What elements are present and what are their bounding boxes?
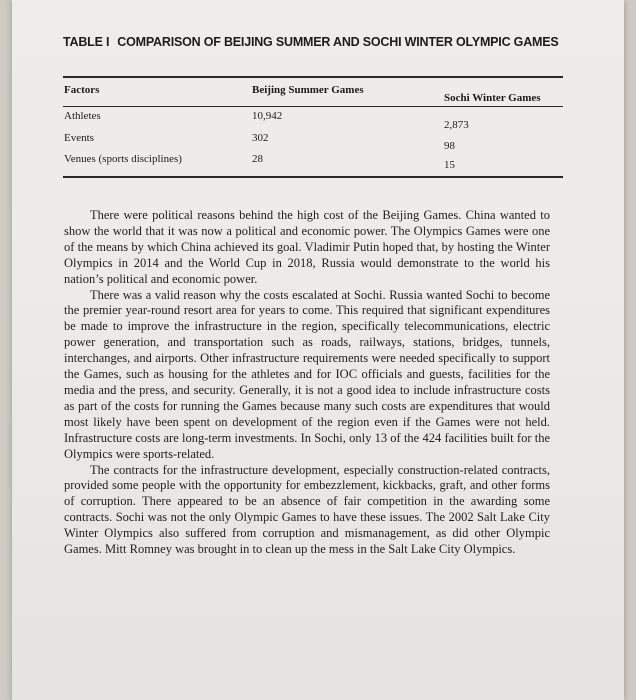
cell-sochi-athletes: 2,873 xyxy=(444,119,469,131)
table-header-rule xyxy=(63,106,563,107)
cell-sochi-events: 98 xyxy=(444,140,455,152)
body-text xyxy=(64,208,550,558)
paragraph: There was a valid reason why the costs escalated at Sochi. Russia wanted Sochi to become the premier year-round resort area for years to come. This required that significant expenditures be made to improve the infrastructure in the region, specifically telecommunications, electric power generation, and transportation such as roads, railways, stations, bridges, tunnels, interchanges, and airports. Other infrastructure requirements were needed specifically to support the Games, such as housing for the athletes and for IOC officials and guests, facilities for the media and the press, and security. Generally, it is not a good idea to include infrastructure costs as part of the costs for running the Games because many such costs are expenditures that would most likely have been spent on development of the region even if the Games were not held. Infrastructure costs are long-term investments. In Sochi, only 13 of the 424 facilities built for the Olympics were sports-related. xyxy=(64,287,550,461)
document-page xyxy=(12,0,624,700)
table-top-rule xyxy=(63,76,563,78)
header-factors: Factors xyxy=(64,84,100,96)
table-title: COMPARISON OF BEIJING SUMMER AND SOCHI WINTER OLYMPIC GAMES xyxy=(117,35,559,49)
cell-factor-athletes: Athletes xyxy=(64,110,101,122)
cell-beijing-athletes: 10,942 xyxy=(252,110,283,122)
cell-beijing-events: 302 xyxy=(252,132,269,144)
cell-factor-events: Events xyxy=(64,132,94,144)
header-beijing: Beijing Summer Games xyxy=(252,84,364,96)
table-label: TABLE I xyxy=(63,35,110,49)
paragraph: The contracts for the infrastructure development, especially construction-related contracts, provided some people with the opportunity for embezzlement, kickbacks, graft, and other forms of corruption. There appeared to be an absence of fair competition in the awarding some contracts. Sochi was not the only Olympic Games to have these issues. The 2002 Salt Lake City Winter Olympics also suffered from corruption and mismanagement, as did other Olympic Games. Mitt Romney was brought in to clean up the mess in the Salt Lake City Olympics. xyxy=(64,462,550,557)
table-caption xyxy=(63,35,563,50)
table-bottom-rule xyxy=(63,176,563,178)
header-sochi: Sochi Winter Games xyxy=(444,92,541,104)
paragraph: There were political reasons behind the high cost of the Beijing Games. China wanted to show the world that it was now a political and economic power. The Olympics Games were one of the means by which China achieved its goal. Vladimir Putin hoped that, by hosting the Winter Olympics in 2014 and the World Cup in 2018, Russia would demonstrate to the world his nation’s political and economic power. xyxy=(64,208,550,286)
cell-factor-venues: Venues (sports disciplines) xyxy=(64,153,182,165)
cell-sochi-venues: 15 xyxy=(444,159,455,171)
cell-beijing-venues: 28 xyxy=(252,153,263,165)
